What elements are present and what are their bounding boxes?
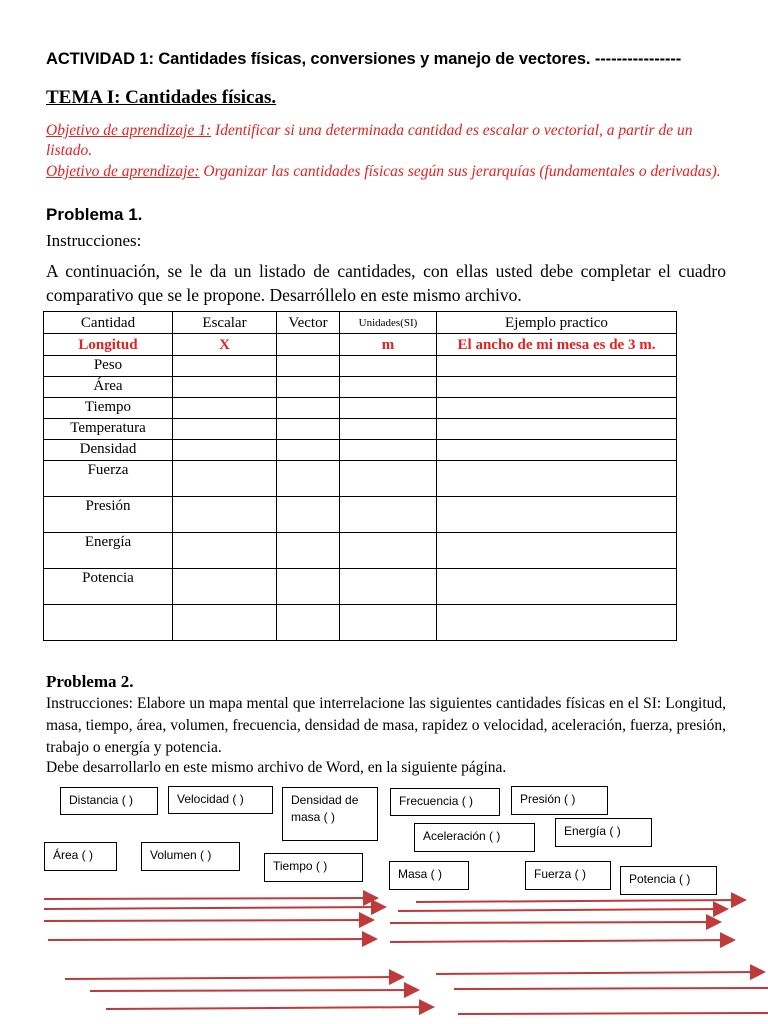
row-cantidad: Fuerza xyxy=(44,461,173,497)
table-row xyxy=(44,497,677,533)
document-title: ACTIVIDAD 1: Cantidades físicas, conversiones y manejo de vectores. ---------------- xyxy=(46,50,682,68)
quantity-box-distancia[interactable]: Distancia ( ) xyxy=(60,787,158,815)
objective-1-label: Objetivo de aprendizaje 1: xyxy=(46,122,212,139)
table-row xyxy=(44,356,677,377)
row-cantidad: Potencia xyxy=(44,569,173,605)
cell-escalar[interactable] xyxy=(173,569,277,605)
row-cantidad: Tiempo xyxy=(44,398,173,419)
cell-ejemplo[interactable] xyxy=(437,461,677,497)
cell-escalar[interactable] xyxy=(173,533,277,569)
quantity-box-volumen[interactable]: Volumen ( ) xyxy=(141,842,240,871)
header-ejemplo: Ejemplo practico xyxy=(437,312,677,334)
cell-vector[interactable] xyxy=(277,569,340,605)
cell-vector[interactable] xyxy=(277,461,340,497)
objective-2-label: Objetivo de aprendizaje: xyxy=(46,163,200,180)
arrow-line xyxy=(390,922,720,923)
arrow-line xyxy=(458,1013,768,1014)
header-unidades: Unidades(SI) xyxy=(340,312,437,334)
table-header-row xyxy=(44,312,677,334)
problem-2-instructions-2: Debe desarrollarlo en este mismo archivo de Word, en la siguiente página. xyxy=(46,759,507,776)
cell-vector[interactable] xyxy=(277,605,340,641)
cell-ejemplo[interactable] xyxy=(437,398,677,419)
cell-escalar[interactable] xyxy=(173,605,277,641)
quantity-box-masa[interactable]: Masa ( ) xyxy=(389,861,469,890)
arrow-line xyxy=(44,907,385,909)
quantity-box-frecuencia[interactable]: Frecuencia ( ) xyxy=(390,788,500,816)
cell-unidades[interactable] xyxy=(340,377,437,398)
cell-vector[interactable] xyxy=(277,398,340,419)
cell-ejemplo[interactable] xyxy=(437,440,677,461)
quantity-box-potencia[interactable]: Potencia ( ) xyxy=(620,866,717,895)
row-cantidad: Temperatura xyxy=(44,419,173,440)
example-unidades: m xyxy=(340,334,437,356)
cell-unidades[interactable] xyxy=(340,533,437,569)
example-ejemplo: El ancho de mi mesa es de 3 m. xyxy=(437,334,677,356)
quantity-box-aceleracion[interactable]: Aceleración ( ) xyxy=(414,823,535,852)
objective-2-text: Organizar las cantidades físicas según sus jerarquías (fundamentales o derivadas). xyxy=(199,163,721,180)
quantity-box-tiempo[interactable]: Tiempo ( ) xyxy=(264,853,363,882)
header-vector: Vector xyxy=(277,312,340,334)
cell-vector[interactable] xyxy=(277,419,340,440)
arrow-line xyxy=(416,900,745,902)
arrow-line xyxy=(65,977,403,979)
cell-unidades[interactable] xyxy=(340,497,437,533)
quantity-box-densidad[interactable]: Densidad de masa ( ) xyxy=(282,787,378,841)
cell-vector[interactable] xyxy=(277,533,340,569)
table-row xyxy=(44,377,677,398)
cell-unidades[interactable] xyxy=(340,569,437,605)
row-cantidad[interactable] xyxy=(44,605,173,641)
cell-vector[interactable] xyxy=(277,356,340,377)
table-row xyxy=(44,398,677,419)
quantities-table xyxy=(43,311,677,641)
row-cantidad: Densidad xyxy=(44,440,173,461)
objective-2 xyxy=(46,162,736,182)
row-cantidad: Peso xyxy=(44,356,173,377)
row-cantidad: Energía xyxy=(44,533,173,569)
problem-2-instructions: Instrucciones: Elabore un mapa mental que interrelacione las siguientes cantidades físicas en el SI: Longitud, masa, tiempo, área, volumen, frecuencia, densidad de masa, rapidez o velocidad, aceleración, fuerza, presión, trabajo o energía y potencia. xyxy=(46,695,726,756)
arrow-line xyxy=(44,898,377,899)
arrow-line xyxy=(390,940,734,942)
table-example-row xyxy=(44,334,677,356)
quantity-box-fuerza[interactable]: Fuerza ( ) xyxy=(525,861,611,890)
cell-ejemplo[interactable] xyxy=(437,377,677,398)
cell-ejemplo[interactable] xyxy=(437,419,677,440)
cell-ejemplo[interactable] xyxy=(437,569,677,605)
arrow-line xyxy=(44,920,373,921)
cell-vector[interactable] xyxy=(277,497,340,533)
objective-1 xyxy=(46,121,736,161)
cell-unidades[interactable] xyxy=(340,356,437,377)
quantity-box-presion[interactable]: Presión ( ) xyxy=(511,786,608,815)
quantity-box-area[interactable]: Área ( ) xyxy=(44,842,117,871)
arrow-lines xyxy=(0,885,768,1024)
cell-unidades[interactable] xyxy=(340,440,437,461)
arrow-line xyxy=(436,972,764,974)
section-title: TEMA I: Cantidades físicas. xyxy=(46,87,277,108)
table-row xyxy=(44,605,677,641)
row-cantidad: Área xyxy=(44,377,173,398)
cell-unidades[interactable] xyxy=(340,419,437,440)
arrow-line xyxy=(454,988,768,989)
example-escalar: X xyxy=(173,334,277,356)
cell-escalar[interactable] xyxy=(173,440,277,461)
quantity-box-velocidad[interactable]: Velocidad ( ) xyxy=(168,786,273,814)
example-vector xyxy=(277,334,340,356)
cell-vector[interactable] xyxy=(277,377,340,398)
table-row xyxy=(44,440,677,461)
cell-escalar[interactable] xyxy=(173,419,277,440)
arrow-line xyxy=(48,939,376,940)
cell-ejemplo[interactable] xyxy=(437,605,677,641)
cell-ejemplo[interactable] xyxy=(437,356,677,377)
problem-1-instructions-label: Instrucciones: xyxy=(46,231,142,250)
cell-ejemplo[interactable] xyxy=(437,497,677,533)
cell-unidades[interactable] xyxy=(340,461,437,497)
table-row xyxy=(44,461,677,497)
cell-ejemplo[interactable] xyxy=(437,533,677,569)
quantity-box-energia[interactable]: Energía ( ) xyxy=(555,818,652,847)
table-row xyxy=(44,533,677,569)
cell-escalar[interactable] xyxy=(173,497,277,533)
example-cantidad: Longitud xyxy=(44,334,173,356)
cell-vector[interactable] xyxy=(277,440,340,461)
objective-1-text: Identificar si una determinada cantidad es escalar o vectorial, a partir de un listado. xyxy=(46,122,693,159)
arrow-line xyxy=(90,990,418,991)
cell-escalar[interactable] xyxy=(173,377,277,398)
header-cantidad: Cantidad xyxy=(44,312,173,334)
arrow-line xyxy=(398,909,727,911)
table-row xyxy=(44,419,677,440)
table-row xyxy=(44,569,677,605)
header-escalar: Escalar xyxy=(173,312,277,334)
cell-escalar[interactable] xyxy=(173,356,277,377)
arrow-line xyxy=(106,1007,433,1009)
problem-1-title: Problema 1. xyxy=(46,205,143,224)
row-cantidad: Presión xyxy=(44,497,173,533)
problem-1-intro: A continuación, se le da un listado de cantidades, con ellas usted debe completar el cuadro comparativo que se le propone. Desarróllelo en este mismo archivo. xyxy=(46,261,726,305)
problem-2-title: Problema 2. xyxy=(46,672,134,691)
cell-unidades[interactable] xyxy=(340,398,437,419)
cell-escalar[interactable] xyxy=(173,398,277,419)
cell-unidades[interactable] xyxy=(340,605,437,641)
cell-escalar[interactable] xyxy=(173,461,277,497)
